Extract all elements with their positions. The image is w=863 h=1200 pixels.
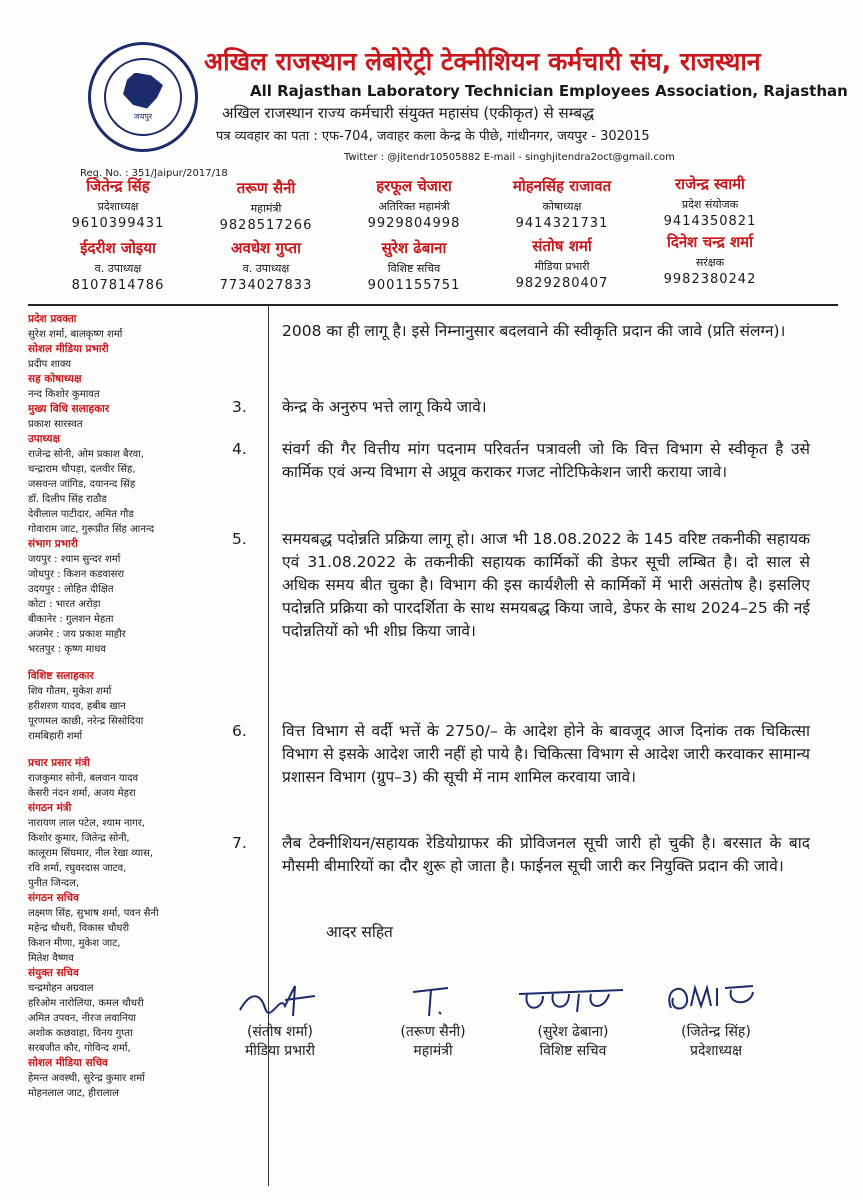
sidebar-member-line: पूरणमल काछी, नरेन्द्र सिसोदिया <box>28 716 144 727</box>
bearer-role: व. उपाध्यक्ष <box>242 262 290 275</box>
sidebar-section-heading: प्रदेश प्रवक्ता <box>28 313 77 325</box>
sidebar-section-heading: मुख्य विधि सलाहकार <box>28 403 110 415</box>
sidebar-member-line: सुरेश शर्मा, बालकृष्ण शर्मा <box>28 329 123 340</box>
signatory-name: (सुरेश ढेबाना) <box>537 1024 609 1040</box>
signatory-name: (संतोष शर्मा) <box>246 1024 314 1040</box>
sidebar-member-line: डॉ. दिलीप सिंह राठौड <box>28 494 107 505</box>
signatory-name: (जितेन्द्र सिंह) <box>681 1024 751 1040</box>
signature-mark-icon <box>378 976 488 1022</box>
sidebar-member-line: भरतपुर : कृष्ण माधव <box>28 644 106 655</box>
sidebar-member-line: नन्द किशोर कुमावत <box>28 389 100 400</box>
sidebar-member-line: शिव गौतम, मुकेश शर्मा <box>28 686 112 697</box>
sidebar-section <box>28 537 264 657</box>
logo-city: जयपुर <box>133 111 153 121</box>
bearer-name: सुरेश ढेबाना <box>381 239 447 257</box>
logo-emblem <box>104 58 182 136</box>
bearer-card <box>488 236 636 291</box>
bearer-phone: 8107814786 <box>71 278 165 293</box>
bearer-name: हरफूल चेजारा <box>376 177 452 195</box>
signatory-role: महामंत्री <box>413 1043 453 1059</box>
signature-mark-icon <box>220 976 340 1022</box>
sidebar-section <box>28 342 264 372</box>
bearer-name: राजेन्द्र स्वामी <box>675 175 745 193</box>
sidebar-member-line: पुनीत जिन्दल, <box>28 878 80 889</box>
sidebar-member-line: किशन मीणा, मुकेश जाट, <box>28 938 121 949</box>
contact-line: Twitter : @jitendr10505882 E-mail - singhjitendra2oct@gmail.com <box>344 152 675 163</box>
sidebar-section <box>28 669 264 744</box>
sidebar-section <box>28 312 264 342</box>
sidebar-section <box>28 801 264 891</box>
sidebar-member-line: रामबिहारी शर्मा <box>28 731 83 742</box>
sidebar-spacer <box>28 744 264 756</box>
org-name-english: All Rajasthan Laboratory Technician Employees Association, Rajasthan <box>250 82 848 100</box>
sidebar-member-line: सरबजीत कौर, गोविन्द शर्मा, <box>28 1043 131 1054</box>
sidebar-member-line: राजकुमार सोनी, बलवान यादव <box>28 773 139 784</box>
sidebar-member-line: लक्ष्मण सिंह, सुभाष शर्मा, पवन सैनी <box>28 908 159 919</box>
sidebar-member-line: राजेन्द्र सोनी, ओम प्रकाश बैरवा, <box>28 449 144 460</box>
sidebar-member-line: उदयपुर : लोहित दीक्षित <box>28 584 114 595</box>
sidebar-member-line: चन्द्राराम चौपड़ा, दलवीर सिंह, <box>28 464 136 475</box>
bearer-role: महामंत्री <box>250 202 282 215</box>
point-text: संवर्ग की गैर वित्तीय मांग पदनाम परिवर्तन पत्रावली जो कि वित्त विभाग से स्वीकृत है उसे कार्मिक एवं अन्य विभाग से अप्रूव कराकर गजट नोटिफिकेशन जारी कराया जावे। <box>282 440 810 481</box>
sidebar-member-line: देवीलाल पाटीदार, अमित गौड <box>28 509 134 520</box>
sidebar-section-heading: संभाग प्रभारी <box>28 538 78 550</box>
sidebar-section-heading: उपाध्यक्ष <box>28 433 61 445</box>
bearer-phone: 9929804998 <box>367 216 461 231</box>
bearer-role: सरंक्षक <box>695 256 725 269</box>
point-text: समयबद्ध पदोन्नति प्रक्रिया लागू हो। आज भी 18.08.2022 के 145 वरिष्ट तकनीकी सहायक एवं 31.08.2022 के तकनीकी सहायक कार्मिकों की डेफर सूची लम्बित है। दो साल से अधिक समय बीत चुका है। विभाग की इस कार्यशैली से कार्मिकों में भारी असंतोष है। इसलिए पदोन्नति प्रक्रिया को पारदर्शिता के साथ समयबद्ध किया जावे, डेफर के साथ 2024–25 की नई पदोन्नतियों को भी शीघ्र किया जावे। <box>282 530 810 640</box>
sidebar-member-line: जयपुर : श्याम सुन्दर शर्मा <box>28 554 121 565</box>
point-text: केन्द्र के अनुरुप भत्ते लागू किये जावे। <box>282 398 487 416</box>
sidebar-member-line: गोवाराम जाट, गुरूप्रीत सिंह आनन्द <box>28 524 155 535</box>
sidebar-member-line: महेन्द्र चौधरी, विकास चौधरी <box>28 923 130 934</box>
bearer-name: जितेन्द्र सिंह <box>86 177 150 195</box>
sidebar-spacer <box>28 657 264 669</box>
point-text: वित्त विभाग से वर्दी भत्तें के 2750/– के आदेश होने के बावजूद आज दिनांक तक चिकित्सा विभाग से इसके आदेश जारी नहीं हो पाये है। चिकित्सा विभाग से आदेश जारी करवाकर सामान्य प्रशासन विभाग (ग्रुप–3) की सूची में नाम शामिल करवाया जावे। <box>282 722 810 786</box>
sidebar-member-line: केसरी नंदन शर्मा, अजय मेहरा <box>28 788 136 799</box>
org-name-hindi: अखिल राजस्थान लेबोरेट्री टेक्नीशियन कर्मचारी संघ, राजस्थान <box>204 47 761 76</box>
signature-mark-icon <box>508 976 638 1022</box>
sidebar-member-line: हरीशरण यादव, हबीब खान <box>28 701 126 712</box>
sidebar-member-line: मितेश वैष्णव <box>28 953 74 964</box>
signatory-role: मीडिया प्रभारी <box>244 1043 316 1059</box>
sidebar-member-line: कोटा : भारत अरोड़ा <box>28 599 101 610</box>
sidebar-member-line: कालूराम सिंघमार, नील रेखा व्यास, <box>28 848 154 859</box>
postal-address: पत्र व्यवहार का पता : एफ-704, जवाहर कला केन्द्र के पीछे, गांधीनगर, जयपुर - 302015 <box>216 129 650 144</box>
sidebar-member-line: बीकानेर : गुलशन मेहता <box>28 614 114 625</box>
sidebar-section <box>28 1056 264 1101</box>
sidebar-member-line: जोधपुर : किशन कडवासरा <box>28 569 125 580</box>
sidebar-section-heading: संगठन सचिव <box>28 892 79 904</box>
sidebar-member-line: प्रकाश सारस्वत <box>28 419 83 430</box>
affiliation-line: अखिल राजस्थान राज्य कर्मचारी संयुक्त महासंघ (एकीकृत) से सम्बद्ध <box>222 104 595 122</box>
point-number: 4. <box>232 440 247 458</box>
bearer-name: अवधेश गुप्ता <box>231 239 301 257</box>
sidebar-member-line: अमित उपवन, नीरज लवानिया <box>28 1013 137 1024</box>
registration-number: Reg. No. : 351/Jaipur/2017/18 <box>80 168 228 179</box>
bearer-role: कोषाध्यक्ष <box>542 200 582 213</box>
signature-block <box>378 976 488 1060</box>
point-number: 3. <box>232 398 247 416</box>
sidebar-section <box>28 432 264 537</box>
sidebar-section-heading: विशिष्ट सलाहकार <box>28 670 94 682</box>
header-divider <box>28 304 838 306</box>
sidebar-section <box>28 756 264 801</box>
bearer-phone: 9414350821 <box>663 214 757 229</box>
signature-mark-icon <box>646 976 786 1022</box>
sidebar-member-line: जसवन्त जांगिड, दयानन्द सिंह <box>28 479 136 490</box>
sidebar-section-heading: सह कोषाध्यक्ष <box>28 373 82 385</box>
bearer-card <box>340 238 488 293</box>
point-number: 5. <box>232 530 247 548</box>
signatory-role: प्रदेशाध्यक्ष <box>690 1043 742 1059</box>
bearer-name: तरूण सैनी <box>236 179 296 197</box>
bearer-name: ईदरीश जोइया <box>80 239 156 257</box>
sidebar-member-line: अशोक कछवाहा, विनय गुप्ता <box>28 1028 133 1039</box>
sidebar-member-line: अजमेर : जय प्रकाश माहौर <box>28 629 126 640</box>
bearer-name: मोहनसिंह राजावत <box>512 177 612 195</box>
bearer-card <box>636 174 784 229</box>
bearer-phone: 9414321731 <box>515 216 609 231</box>
bearer-card <box>636 232 784 287</box>
bearer-role: व. उपाध्यक्ष <box>94 262 142 275</box>
office-bearers <box>44 176 784 298</box>
point-text: लैब टेक्नीशियन/सहायक रेडियोग्राफर की प्रोविजनल सूची जारी हो चुकी है। बरसात के बाद मौसमी बीमारियों का दौर शुरू हो जाता है। फाईनल सूची जारी कर नियुक्ति प्रदान की जावे। <box>282 834 810 875</box>
bearer-name: दिनेश चन्द्र शर्मा <box>667 233 753 251</box>
signature-block <box>508 976 638 1060</box>
sidebar-section-heading: संयुक्त सचिव <box>28 967 79 979</box>
association-logo <box>88 42 198 152</box>
sidebar-member-line: हरिओम नारोलिया, कमल चौधरी <box>28 998 144 1009</box>
bearer-role: प्रदेशाध्यक्ष <box>97 200 139 213</box>
signature-block <box>646 976 786 1060</box>
bearer-phone: 9829280407 <box>515 276 609 291</box>
bearer-card <box>44 238 192 293</box>
sidebar-member-line: नारायण लाल पटेल, श्याम नागर, <box>28 818 146 829</box>
closing-salutation: आदर सहित <box>326 923 393 941</box>
sidebar-section <box>28 891 264 966</box>
sidebar-member-line: रवि शर्मा, रघुवरदास जाटव, <box>28 863 127 874</box>
sidebar-member-line: चन्द्रमोहन अग्रवाल <box>28 983 94 994</box>
sidebar-section <box>28 402 264 432</box>
sidebar-member-line: प्रदीप शाक्य <box>28 359 71 370</box>
sidebar-member-line: किशोर कुमार, जितेन्द्र सोनी, <box>28 833 130 844</box>
bearer-card <box>44 176 192 231</box>
point-number: 6. <box>232 722 247 740</box>
rajasthan-map-icon <box>123 73 163 109</box>
bearer-card <box>192 238 340 293</box>
bearer-phone: 7734027833 <box>219 278 313 293</box>
sidebar-member-line: हेमन्त अवस्थी, सुरेन्द्र कुमार शर्मा <box>28 1073 145 1084</box>
signatory-role: विशिष्ट सचिव <box>539 1043 607 1059</box>
bearer-phone: 9610399431 <box>71 216 165 231</box>
paragraph-text: 2008 का ही लागू है। इसे निम्नानुसार बदलवाने की स्वीकृति प्रदान की जावे (प्रति संलग्न)। <box>282 322 786 340</box>
bearer-name: संतोष शर्मा <box>532 237 592 255</box>
bearer-role: प्रदेश संयोजक <box>681 198 739 211</box>
bearer-phone: 9982380242 <box>663 272 757 287</box>
point-number: 7. <box>232 834 247 852</box>
bearer-phone: 9001155751 <box>367 278 461 293</box>
bearer-role: विशिष्ट सचिव <box>387 262 441 275</box>
sidebar-section-heading: प्रचार प्रसार मंत्री <box>28 757 90 769</box>
signature-block <box>220 976 340 1060</box>
bearer-role: अतिरिक्त महामंत्री <box>378 200 450 213</box>
bearer-card <box>340 176 488 231</box>
sidebar-member-line: मोहनलाल जाट, हीरालाल <box>28 1088 119 1099</box>
bearer-role: मीडिया प्रभारी <box>534 260 590 273</box>
signatory-name: (तरूण सैनी) <box>400 1024 466 1040</box>
bearer-card <box>488 176 636 231</box>
bearer-phone: 9828517266 <box>219 218 313 233</box>
sidebar-section-heading: संगठन मंत्री <box>28 802 72 814</box>
sidebar-section <box>28 372 264 402</box>
sidebar-section-heading: सोशल मीडिया प्रभारी <box>28 343 109 355</box>
bearer-card <box>192 178 340 233</box>
sidebar-section-heading: सोशल मीडिया सचिव <box>28 1057 108 1069</box>
